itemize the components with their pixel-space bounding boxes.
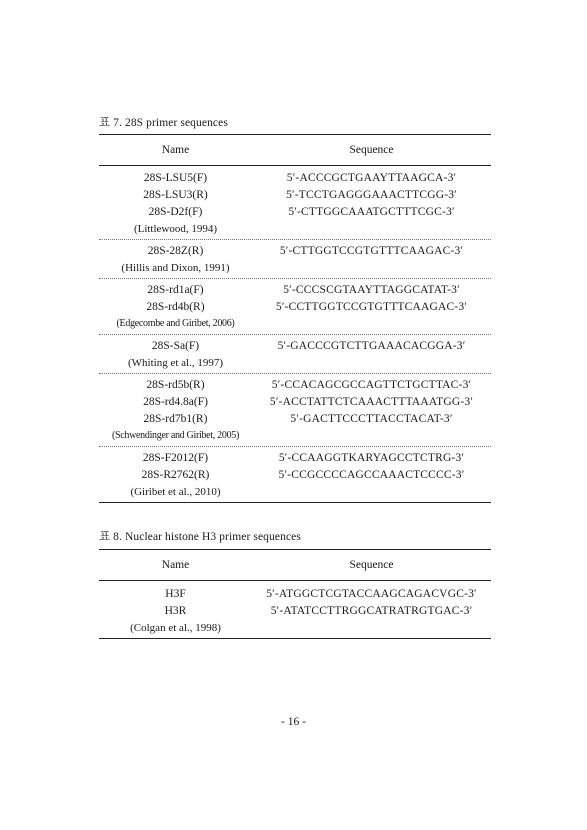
primer-sequence: 5′-GACTTCCCTTACCTACAT-3′ [290,412,453,425]
table7-group [99,166,491,240]
primer-sequence: 5′-GACCCGTCTTGAAACACGGA-3′ [277,339,466,352]
citation: (Littlewood, 1994) [133,222,218,235]
citation: (Giribet et al., 2010) [130,485,221,498]
table-row [99,242,491,259]
primer-sequence: 5′-CCCSCGTAAYTTAGGCATAT-3′ [283,283,460,296]
primer-name: 28S-Sa(F) [151,339,200,352]
table-row [99,281,491,298]
table-row [99,466,491,483]
primer-sequence: 5′-TCCTGAGGGAAACTTCGG-3′ [286,188,457,201]
primer-sequence: 5′-CTTGGTCCGTGTTTCAAGAC-3′ [279,244,464,257]
primer-name: 28S-rd7b1(R) [143,412,208,425]
table7-group [99,279,491,335]
table-row [99,376,491,393]
citation-row [99,354,491,371]
table7-group [99,447,491,503]
table7-group [99,374,491,447]
table-row [99,449,491,466]
primer-name: 28S-rd5b(R) [146,378,205,391]
table-row [99,169,491,186]
citation-row [99,619,491,636]
citation-row [99,427,491,444]
primer-name: H3F [165,587,186,600]
primer-name: H3R [164,604,187,617]
page-number: - 16 - [281,716,306,728]
citation-row [99,259,491,276]
citation-row [99,315,491,332]
primer-name: 28S-R2762(R) [141,468,210,481]
table8-group [99,581,491,639]
table7-header-name: Name [161,144,190,156]
table7-group [99,240,491,279]
table8-header-name: Name [161,559,190,571]
citation-row [99,220,491,237]
citation: (Colgan et al., 1998) [130,621,221,634]
primer-sequence: 5′-CCACAGCGCCAGTTCTGCTTAC-3′ [271,378,472,391]
citation: (Whiting et al., 1997) [127,356,223,369]
primer-sequence: 5′-ACCCGCTGAAYTTAAGCA-3′ [286,171,457,184]
table7-body [99,166,491,503]
table8-caption: 표 8. Nuclear histone H3 primer sequences [99,531,301,543]
primer-name: 28S-D2f(F) [148,205,203,218]
primer-sequence: 5′-CCAAGGTKARYAGCCTCTRG-3′ [278,451,465,464]
citation: (Edgecombe and Giribet, 2006) [116,318,235,329]
table-row [99,337,491,354]
primer-sequence: 5′-ATATCCTTRGGCATRATRGTGAC-3′ [270,604,473,617]
primer-name: 28S-LSU5(F) [143,171,208,184]
table7-group [99,335,491,374]
citation-row [99,483,491,500]
table-row [99,203,491,220]
table-row [99,298,491,315]
primer-name: 28S-F2012(F) [142,451,209,464]
table7-header-sequence: Sequence [349,144,394,156]
primer-name: 28S-rd4b(R) [146,300,205,313]
primer-name: 28S-rd1a(F) [147,283,204,296]
table-row [99,410,491,427]
table-row [99,393,491,410]
table-row [99,602,491,619]
table7-header [99,135,491,165]
table7-caption: 표 7. 28S primer sequences [99,117,228,129]
primer-name: 28S-rd4.8a(F) [143,395,208,408]
table8 [99,549,491,639]
primer-sequence: 5′-ACCTATTCTCAAACTTTAAATGG-3′ [269,395,474,408]
table7 [99,134,491,503]
citation: (Schwendinger and Giribet, 2005) [111,430,240,441]
primer-name: 28S-28Z(R) [147,244,204,257]
primer-sequence: 5′-ATGGCTCGTACCAAGCAGACVGC-3′ [266,587,477,600]
primer-sequence: 5′-CCTTGGTCCGTGTTTCAAGAC-3′ [275,300,468,313]
citation: (Hillis and Dixon, 1991) [121,261,230,274]
primer-name: 28S-LSU3(R) [143,188,208,201]
primer-sequence: 5′-CCGCCCCAGCCAAACTCCCC-3′ [278,468,465,481]
primer-sequence: 5′-CTTGGCAAATGCTTTCGC-3′ [288,205,455,218]
table8-header-sequence: Sequence [349,559,394,571]
table8-header [99,550,491,580]
table-row [99,585,491,602]
table-row [99,186,491,203]
